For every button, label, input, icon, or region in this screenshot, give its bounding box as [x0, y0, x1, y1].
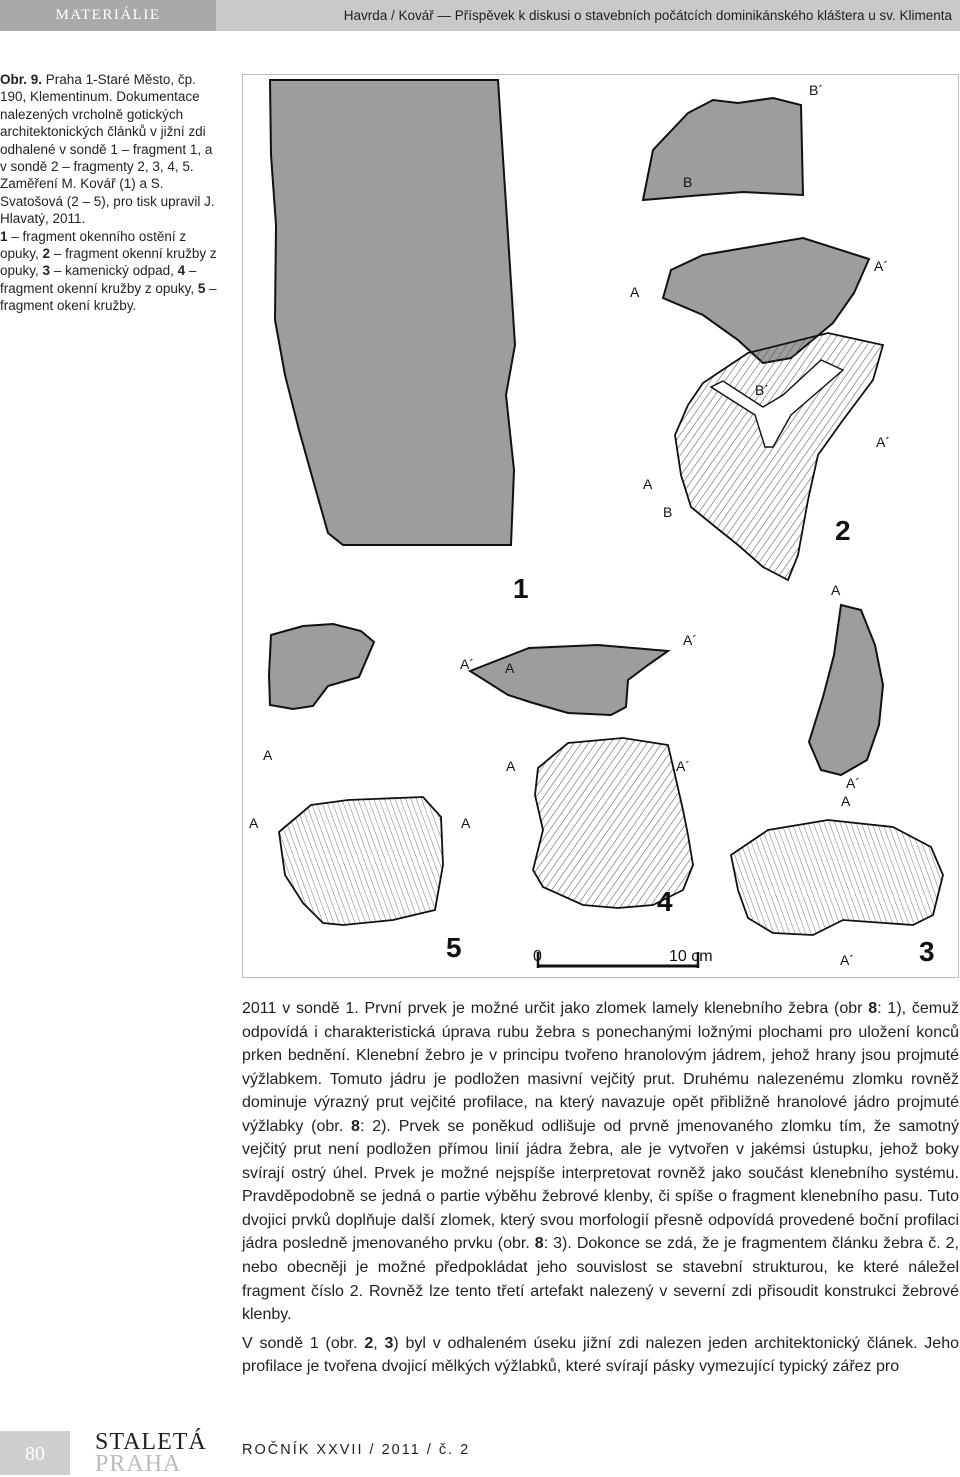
- figure-number-1: 1: [513, 573, 529, 604]
- caption-item-num: 2: [42, 246, 51, 262]
- text-run: : 2). Prvek se poněkud odlišuje od prvně jmenovaného zlomku tím, že samotný vejčitý prut není podložen přímou linií jádra žebra, ale je vytvořen v jakémsi ústupku, jehož boky svírají ostrý úhel. Prvek je možné nejspíše interpretovat rovněž jako součást klenebního systému. Pravděpodobně se jedná o partie výběhu žebrové klenby, či spíše o fragment klenebního pasu. Tuto dvojici prvků doplňuje další zlomek, který svou morfologií přesně odpovídá provedené boční profilaci jádra posledně jmenovaného prvku (obr.: [242, 1117, 959, 1253]
- volume-info: ROČNÍK XXVII / 2011 / č. 2: [242, 1442, 471, 1458]
- section-label: B´: [755, 382, 769, 398]
- section-label: A: [461, 815, 471, 831]
- section-label: A´: [840, 952, 854, 968]
- section-label: A´: [874, 258, 888, 274]
- journal-logo: [95, 1431, 207, 1475]
- caption-lead: Praha 1-Staré Město, čp. 190, Klementinum. Dokumentace nalezených vrcholně gotických architektonických článků v jižní zdi odhalené v sondě 1 – fragment 1, a v sondě 2 – fragmenty 2, 3, 4, 5. Zaměření M. Kovář (1) a S. Svatošová (2 – 5), pro tisk upravil J. Hlavatý, 2011.: [0, 72, 215, 227]
- journal-logo-bottom: PRAHA: [95, 1451, 182, 1477]
- caption-item-text: fragment okení kružby.: [0, 298, 137, 314]
- section-label: A´: [460, 656, 474, 672]
- text-run: ) byl v odhaleném úseku jižní zdi nalezen jeden architektonický článek. Jeho profilace je tvořena dvojicí mělkých výžlabků, které svírají pásky vymezující typický zářez pro: [242, 1334, 959, 1376]
- fragment-1-section: [270, 80, 515, 545]
- section-label: B: [663, 504, 673, 520]
- page-footer: [0, 1415, 960, 1475]
- text-run: : 1), čemuž odpovídá i charakteristická úprava rubu žebra s ponechanými ložnými plochami pro uložení konců prken bednění. Klenební žebro je v principu tvořeno hranolovým jádrem, jehož hrany jsou projmuté výžlabkem. Tomuto jádru je podložen masivní vejčitý prut. Druhému nalezenému zlomku rovněž dominuje výrazný prut vejčité profilace, na který navazuje opět přibližně hranolové jádro projmuté výžlabky (obr.: [242, 1000, 959, 1135]
- section-label: A´: [676, 758, 690, 774]
- figure-ref: 3: [384, 1334, 394, 1352]
- fragment-3-section: [809, 605, 883, 775]
- caption-items: 1 – fragment okenního ostění z opuky, 2 – fragment okenní kružby z opuky, 3 – kamenický odpad, 4 – fragment okenní kružby z opuky, 5 – fragment okení kružby.: [0, 228, 217, 314]
- fragments-figure: [242, 74, 959, 978]
- text-run: V sondě 1 (obr.: [242, 1334, 365, 1352]
- caption-item-num: 5: [197, 280, 206, 296]
- fragment-4-section-a: [470, 645, 668, 715]
- section-label: A: [249, 815, 259, 831]
- figure-caption: [0, 71, 222, 315]
- text-run: 2011 v sondě 1. První prvek je možné určit jako zlomek lamely klenebního žebra (obr: [242, 1000, 869, 1017]
- caption-item-num: 3: [42, 263, 51, 279]
- paragraph: [242, 997, 959, 1327]
- figure-number-2: 2: [835, 515, 851, 546]
- section-tab: MATERIÁLIE: [0, 0, 216, 31]
- figure-number-5: 5: [446, 932, 462, 963]
- caption-item-text: fragment okenní kružby z opuky,: [0, 246, 217, 279]
- figure-ref: 8: [534, 1235, 544, 1253]
- page-number: 80: [0, 1431, 70, 1475]
- section-label: A: [263, 747, 273, 763]
- section-label: B´: [809, 82, 823, 98]
- scale-start-label: 0: [533, 948, 542, 965]
- fragment-5-drawing: [279, 797, 443, 925]
- figure-number-3: 3: [919, 936, 935, 967]
- text-run: : 3). Dokonce se zdá, že je fragmentem článku žebra č. 2, nebo obecněji je možné předpokládat jeho souvislost se stavební strukturou, ke které náležel fragment číslo 2. Rovněž lze tento třetí artefakt nalezený v severní zdi přisoudit konstrukci žebrové klenby.: [242, 1235, 959, 1324]
- section-label: A´: [876, 434, 890, 450]
- article-body: [242, 997, 959, 1384]
- caption-item-num: 4: [177, 263, 186, 279]
- caption-item-text: kamenický odpad,: [65, 263, 174, 279]
- fragment-2-drawing: [675, 333, 883, 580]
- section-label: A´: [846, 775, 860, 791]
- fragment-3-drawing: [731, 820, 943, 935]
- scale-bar: [533, 948, 713, 968]
- header-bar: [0, 0, 960, 31]
- fragment-4-drawing: [533, 738, 693, 908]
- fragment-4-section-b: [269, 624, 374, 709]
- fragment-2-section-b: [643, 98, 803, 200]
- paragraph: [242, 1332, 959, 1379]
- caption-item-text: fragment okenní kružby z opuky,: [0, 280, 195, 296]
- scale-end-label: 10 cm: [669, 948, 713, 965]
- caption-item-text: fragment okenního ostění z opuky,: [0, 228, 187, 262]
- caption-label: Obr. 9.: [0, 72, 43, 87]
- section-label: A´: [683, 632, 697, 648]
- text-run: ,: [373, 1334, 385, 1352]
- section-label: A: [831, 582, 841, 598]
- journal-logo-top: STALETÁ: [95, 1429, 207, 1455]
- figure-ref: 8: [868, 1000, 878, 1017]
- figure-ref: 2: [364, 1334, 374, 1352]
- section-label: A: [630, 284, 640, 300]
- section-label: A: [505, 660, 515, 676]
- caption-item-num: 1: [0, 228, 8, 244]
- running-head: Havrda / Kovář — Příspěvek k diskusi o stavebních počátcích dominikánského kláštera u sv. Klimenta: [343, 8, 952, 23]
- section-label: A: [643, 476, 653, 492]
- figure-ref: 8: [351, 1117, 360, 1135]
- section-label: A: [506, 758, 516, 774]
- figure-number-4: 4: [657, 886, 673, 917]
- section-label: B: [683, 174, 693, 190]
- section-label: A: [841, 793, 851, 809]
